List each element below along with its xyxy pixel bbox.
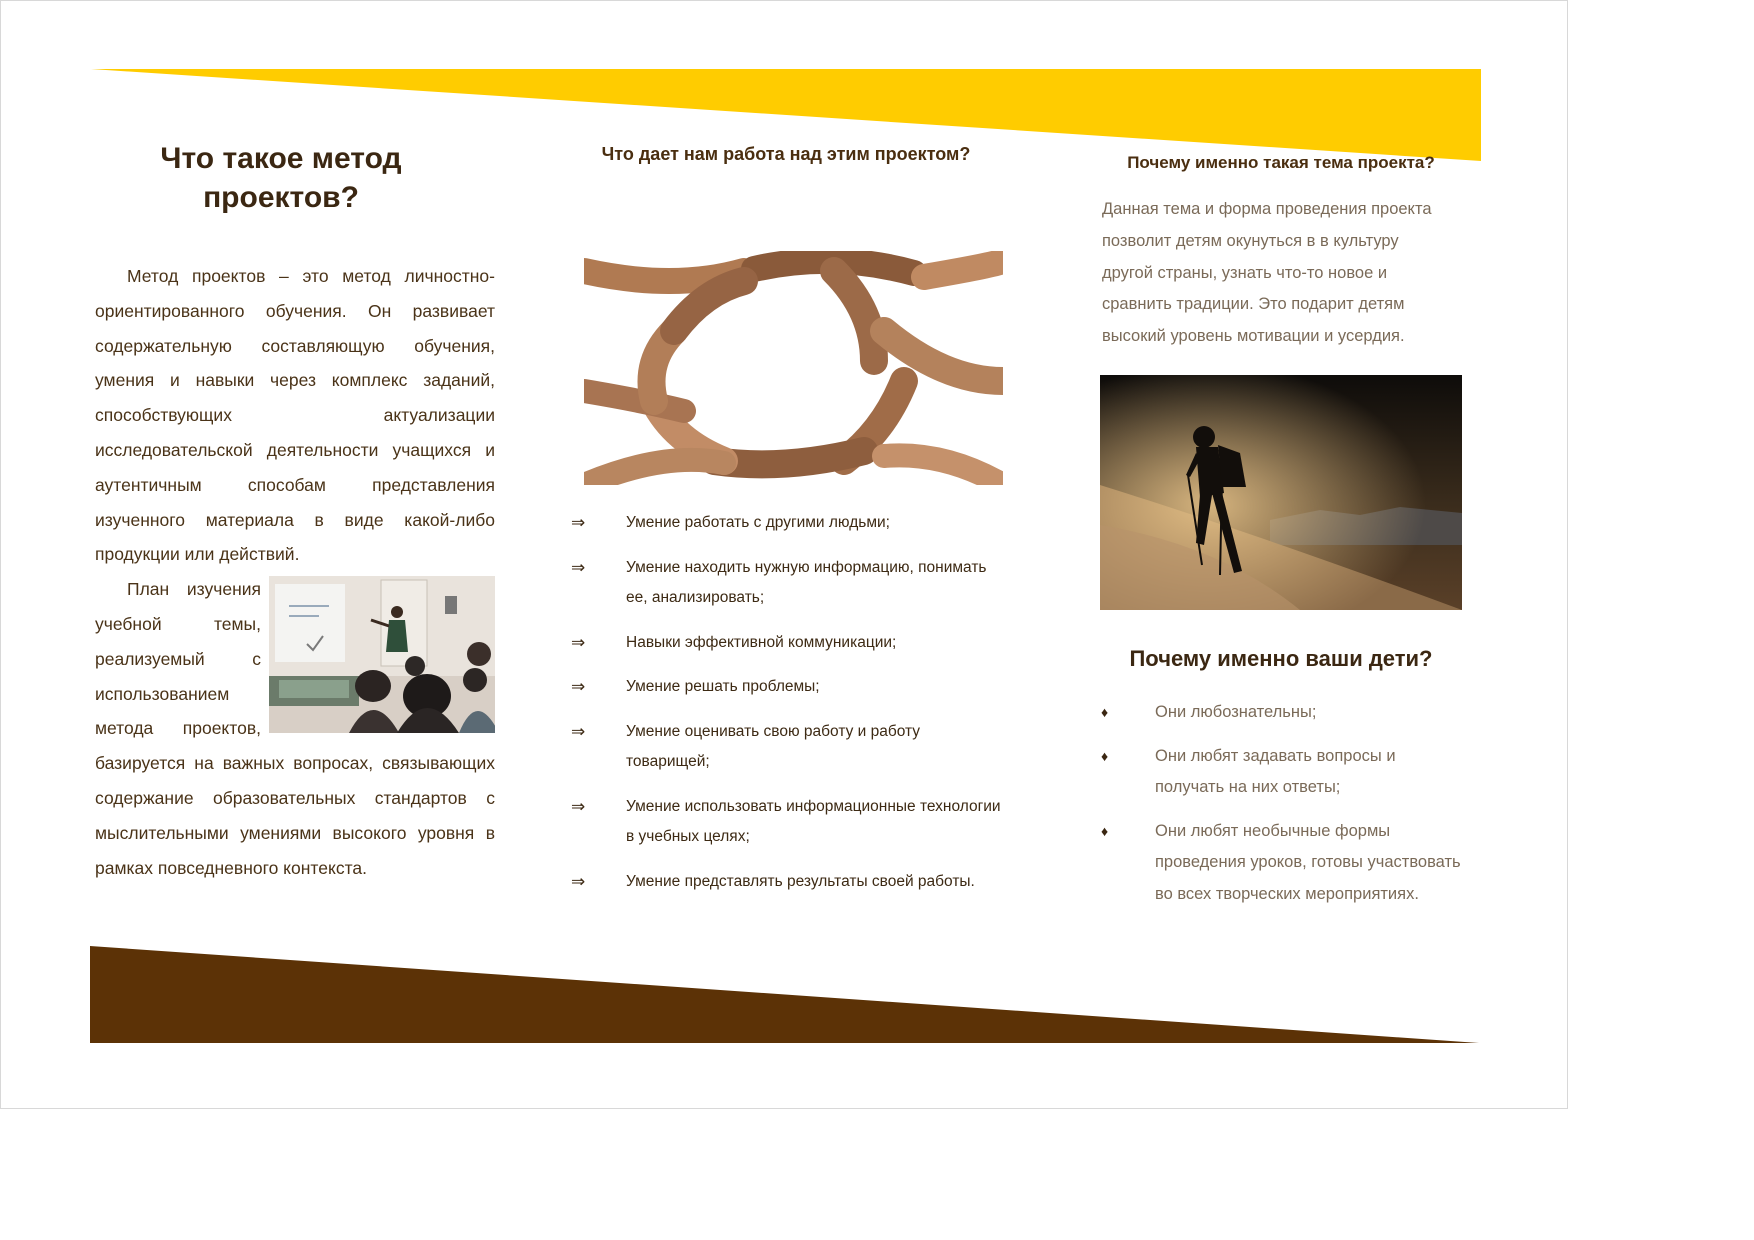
bottom-brown-band: [90, 946, 1479, 1043]
list-item-text: Навыки эффективной коммуникации;: [626, 633, 897, 651]
list-item: [571, 672, 1001, 703]
double-arrow-right-icon: ⇒: [571, 677, 586, 696]
right-column-paragraph: Данная тема и форма проведения проекта позволит детям окунуться в в культуру другой страны, узнать что-то новое и сравнить традиции. Это подарит детям высокий уровень мотивации и усердия.: [1102, 200, 1432, 346]
double-arrow-right-icon: ⇒: [571, 513, 586, 532]
left-paragraph-2: [95, 572, 495, 885]
list-item: [571, 628, 1001, 659]
left-paragraph-2-text: План изучения учебной темы, реализуемый с использованием метода проектов, базируется на важных вопросах, связывающих содержание образовательных стандартов с мыслительными умениями высокого уровня в рамках повседневного контекста.: [95, 579, 495, 878]
benefits-list: [571, 508, 1001, 911]
list-item-text: Умение использовать информационные технологии в учебных целях;: [626, 797, 1001, 845]
right-column-title: Почему именно такая тема проекта?: [1127, 153, 1435, 172]
left-paragraph-1-text: Метод проектов – это метод личностно-ориентированного обучения. Он развивает содержательную составляющую обучения, умения и навыки через комплекс заданий, способствующих актуализации исследовательской деятельности учащихся и аутентичным способам представления изученного материала в виде какой-либо продукции или действий.: [95, 266, 495, 565]
list-item-text: Они любят задавать вопросы и получать на них ответы;: [1155, 746, 1396, 796]
classroom-photo: [269, 576, 495, 733]
double-arrow-right-icon: ⇒: [571, 557, 586, 577]
list-item-text: Умение работать с другими людьми;: [626, 514, 890, 531]
list-item-text: Умение находить нужную информацию, понимать ее, анализировать;: [626, 558, 987, 606]
list-item: [1101, 697, 1461, 729]
diamond-bullet-icon: ♦: [1101, 747, 1109, 764]
double-arrow-right-icon: ⇒: [571, 871, 586, 891]
list-item-text: Они любознательны;: [1155, 703, 1317, 721]
mountain-climber-photo: [1100, 375, 1462, 610]
list-item: [571, 792, 1001, 853]
middle-column-title: Что дает нам работа над этим проектом?: [601, 144, 971, 164]
left-paragraph-1: [95, 259, 495, 572]
left-column-title: Что такое метод проектов?: [160, 142, 402, 214]
joined-hands-photo: [584, 251, 1003, 485]
double-arrow-right-icon: ⇒: [571, 796, 586, 816]
list-item: [1101, 741, 1461, 804]
diamond-bullet-icon: ♦: [1101, 822, 1109, 839]
list-item: [571, 717, 1001, 778]
list-item-text: Они любят необычные формы проведения уроков, готовы участвовать во всех творческих мероприятиях.: [1155, 821, 1461, 903]
list-item: [571, 553, 1001, 614]
list-item-text: Умение представлять результаты своей работы.: [626, 872, 975, 890]
list-item: [571, 867, 1001, 898]
double-arrow-right-icon: ⇒: [571, 632, 586, 652]
list-item: [571, 508, 1001, 539]
double-arrow-right-icon: ⇒: [571, 721, 586, 741]
list-item-text: Умение решать проблемы;: [626, 678, 820, 695]
list-item-text: Умение оценивать свою работу и работу товарищей;: [626, 722, 921, 770]
reasons-list: [1101, 697, 1461, 922]
diamond-bullet-icon: ♦: [1101, 704, 1109, 720]
right-column-subtitle: Почему именно ваши дети?: [1129, 646, 1433, 671]
list-item: [1101, 816, 1461, 911]
left-column-body: [95, 259, 495, 885]
